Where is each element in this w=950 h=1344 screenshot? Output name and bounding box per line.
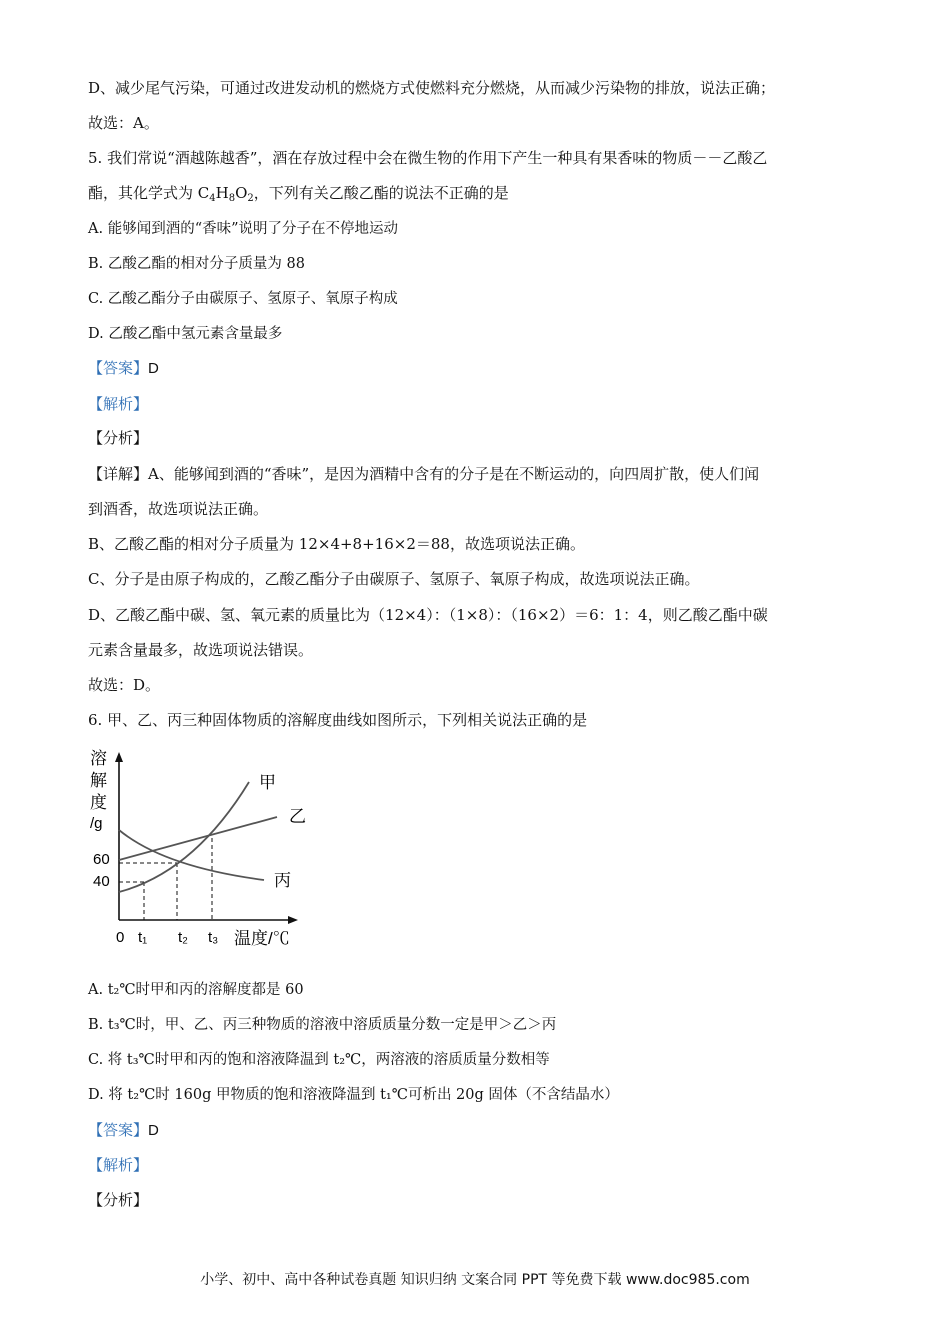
answer-label: 【答案】	[88, 1121, 149, 1139]
x-tick-label: 0	[116, 929, 125, 946]
q5-stem-text: O	[235, 184, 248, 202]
q5-answer	[88, 358, 159, 379]
q5-detail-line4: C、分子是由原子构成的，乙酸乙酯分子由碳原子、氢原子、氧原子构成，故选项说法正确。	[88, 570, 700, 588]
q5-stem-text: 酯，其化学式为 C	[88, 184, 210, 202]
y-tick-label: 60	[93, 851, 110, 868]
series-label-bing: 丙	[274, 871, 291, 890]
q5-option-d: D. 乙酸乙酯中氢元素含量最多	[88, 326, 283, 342]
q5-detail-line3: B、乙酸乙酯的相对分子质量为 12×4+8+16×2＝88，故选项说法正确。	[88, 535, 585, 553]
answer-value: D	[148, 1122, 159, 1139]
q5-stem-line1: 5. 我们常说“酒越陈越香”，酒在存放过程中会在微生物的作用下产生一种具有果香味的物质－－乙酸乙	[88, 149, 768, 167]
curve-yi	[119, 817, 277, 860]
q6-stem: 6. 甲、乙、丙三种固体物质的溶解度曲线如图所示，下列相关说法正确的是	[88, 711, 588, 729]
y-label-char: 溶	[90, 749, 107, 768]
q6-option-d: D. 将 t₂℃时 160g 甲物质的饱和溶液降温到 t₁℃可析出 20g 固体（不含结晶水）	[88, 1087, 619, 1103]
q5-option-b: B. 乙酸乙酯的相对分子质量为 88	[88, 256, 305, 272]
series-label-jia: 甲	[259, 773, 276, 792]
q5-detail-line7: 故选：D。	[88, 676, 161, 694]
q6-option-b: B. t₃℃时，甲、乙、丙三种物质的溶液中溶质质量分数一定是甲＞乙＞丙	[88, 1017, 557, 1033]
curve-jia	[119, 782, 249, 892]
x-axis-arrow	[288, 916, 298, 924]
series-label-yi: 乙	[289, 807, 306, 826]
x-tick-label: t₁	[138, 929, 148, 946]
q5-detail-line5: D、乙酸乙酯中碳、氢、氧元素的质量比为（12×4）：（1×8）：（16×2）＝6：1：4，则乙酸乙酯中碳	[88, 606, 768, 624]
q6-fenxi-label: 【分析】	[88, 1191, 149, 1209]
y-axis-arrow	[115, 752, 123, 762]
x-tick-label: t₂	[178, 929, 188, 946]
q6-jiexi-label: 【解析】	[88, 1156, 149, 1174]
q5-stem-line2	[88, 183, 509, 209]
q6-option-a: A. t₂℃时甲和丙的溶解度都是 60	[88, 982, 304, 998]
x-axis-label: 温度/℃	[234, 929, 290, 948]
q5-option-a: A. 能够闻到酒的“香味”说明了分子在不停地运动	[88, 221, 399, 237]
q5-detail-line1: 【详解】A、能够闻到酒的“香味”，是因为酒精中含有的分子是在不断运动的，向四周扩散，使人们闻	[88, 465, 760, 483]
q6-answer	[88, 1120, 159, 1141]
page-footer: 小学、初中、高中各种试卷真题 知识归纳 文案合同 PPT 等免费下载 www.doc985.com	[200, 1272, 750, 1288]
line-conclusion-D: D、减少尾气污染，可通过改进发动机的燃烧方式使燃料充分燃烧，从而减少污染物的排放，说法正确；	[88, 79, 776, 97]
q5-stem-text: H	[215, 184, 229, 202]
q5-jiexi-label: 【解析】	[88, 395, 149, 413]
line-choose-A: 故选：A。	[88, 114, 159, 132]
formula-subscript: 2	[247, 193, 254, 204]
q6-option-c: C. 将 t₃℃时甲和丙的饱和溶液降温到 t₂℃，两溶液的溶质质量分数相等	[88, 1052, 550, 1068]
answer-value: D	[148, 360, 159, 377]
q5-stem-text: ，下列有关乙酸乙酯的说法不正确的是	[253, 184, 509, 202]
answer-label: 【答案】	[88, 359, 149, 377]
y-tick-label: 40	[93, 873, 110, 890]
formula-subscript: 4	[209, 193, 216, 204]
y-label-char: 解	[90, 771, 107, 790]
y-label-char: 度	[90, 793, 107, 812]
x-tick-label: t₃	[208, 929, 219, 946]
q5-fenxi-label: 【分析】	[88, 429, 149, 447]
formula-subscript: 8	[228, 193, 236, 204]
q5-option-c: C. 乙酸乙酯分子由碳原子、氢原子、氧原子构成	[88, 291, 398, 307]
q5-detail-line6: 元素含量最多，故选项说法错误。	[88, 641, 314, 659]
solubility-curve-chart	[84, 742, 314, 952]
y-label-char: /g	[90, 815, 103, 832]
q5-detail-line2: 到酒香，故选项说法正确。	[88, 500, 269, 518]
